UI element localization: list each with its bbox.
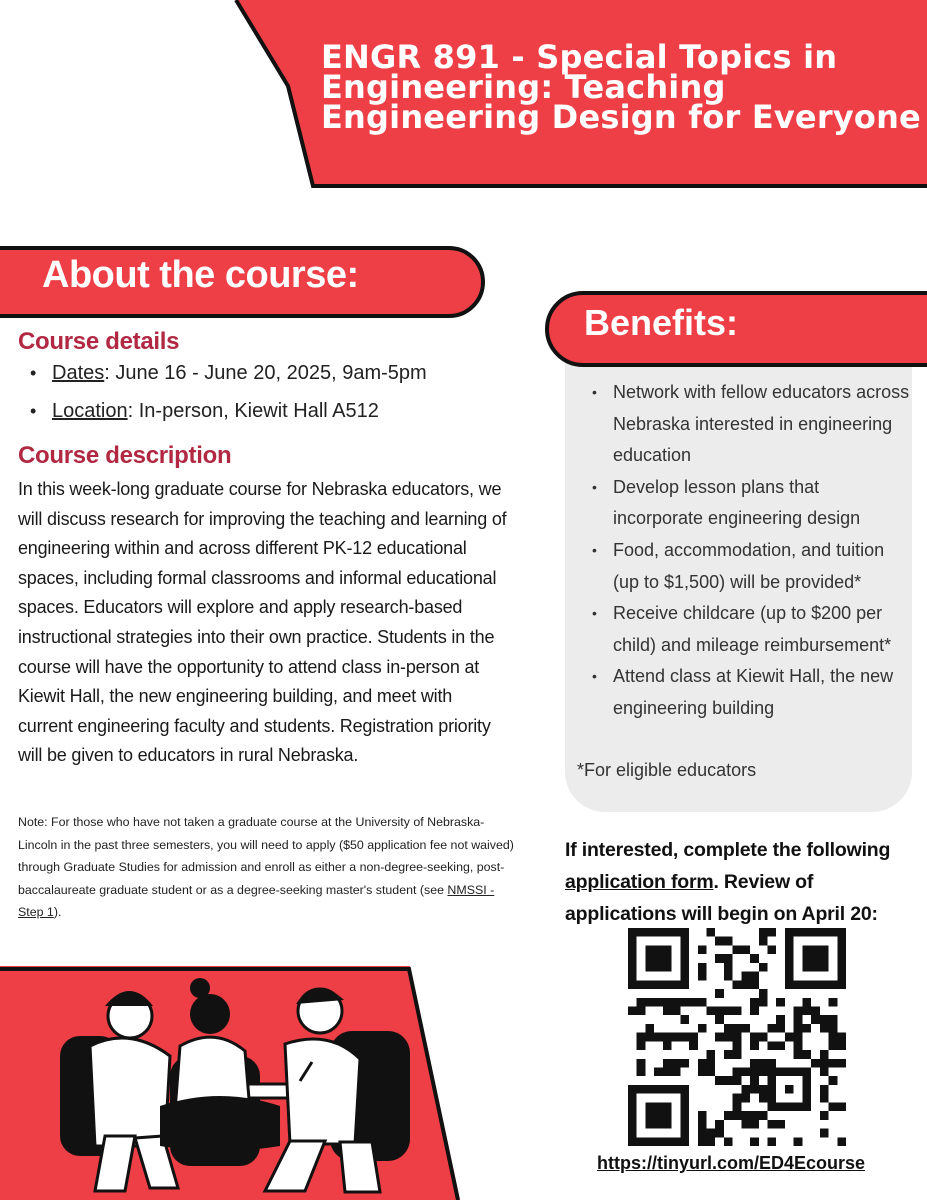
qr-code[interactable] <box>628 928 846 1146</box>
benefits-footnote: *For eligible educators <box>577 760 757 780</box>
course-description-heading: Course description <box>18 442 232 469</box>
location-value: : In-person, Kiewit Hall A512 <box>127 400 379 422</box>
apply-text-before: If interested, complete the following <box>565 839 891 861</box>
apply-instructions <box>565 834 920 930</box>
course-details-heading: Course details <box>18 328 180 355</box>
location-label: Location <box>52 400 128 422</box>
note-end: ). <box>53 905 62 919</box>
benefit-item: • Receive childcare (up to $200 per child) and mileage reimbursement* <box>592 598 912 661</box>
benefit-item: • Attend class at Kiewit Hall, the new engineering building <box>592 661 912 724</box>
course-url-link[interactable]: https://tinyurl.com/ED4Ecourse <box>597 1153 866 1173</box>
course-title: ENGR 891 - Special Topics in Engineering: Teaching Engineering Design for Everyone <box>321 38 921 136</box>
apply-text-after: . Review of applications will begin on April 20: <box>565 871 878 925</box>
dates-value: : June 16 - June 20, 2025, 9am-5pm <box>104 362 427 384</box>
educators-illustration <box>0 966 460 1200</box>
detail-dates <box>30 355 427 391</box>
about-heading: About the course: <box>42 254 359 296</box>
course-details-list <box>30 355 427 429</box>
benefits-heading: Benefits: <box>584 302 739 343</box>
dates-label: Dates <box>52 362 105 384</box>
note-text: Note: For those who have not taken a graduate course at the University of Nebraska-Lincoln in the past three semesters, you will need to apply ($50 application fee not waived) through Graduate Studies for admission and enroll as either a non-degree-seeking, post-baccalaureate graduate student or as a degree-seeking master's student (see <box>18 815 514 897</box>
detail-location <box>30 393 427 429</box>
nmssi-link[interactable]: NMSSI - Step 1 <box>18 882 495 919</box>
benefit-item: • Network with fellow educators across Nebraska interested in engineering education <box>592 377 912 472</box>
admission-note <box>18 811 518 924</box>
application-form-link[interactable]: application form <box>565 871 714 893</box>
course-description: In this week-long graduate course for Nebraska educators, we will discuss research for improving the teaching and learning of engineering within and across different PK-12 educational spaces, including formal classrooms and informal educational spaces. Educators will explore and apply research-based instructional strategies into their own practice. Students in the course will have the opportunity to attend class in-person at Kiewit Hall, the new engineering building, and meet with current engineering faculty and students. Registration priority will be given to educators in rural Nebraska. <box>18 479 507 766</box>
benefit-item: • Develop lesson plans that incorporate engineering design <box>592 472 912 535</box>
benefits-list <box>592 377 912 725</box>
benefit-item: • Food, accommodation, and tuition (up to $1,500) will be provided* <box>592 535 912 598</box>
